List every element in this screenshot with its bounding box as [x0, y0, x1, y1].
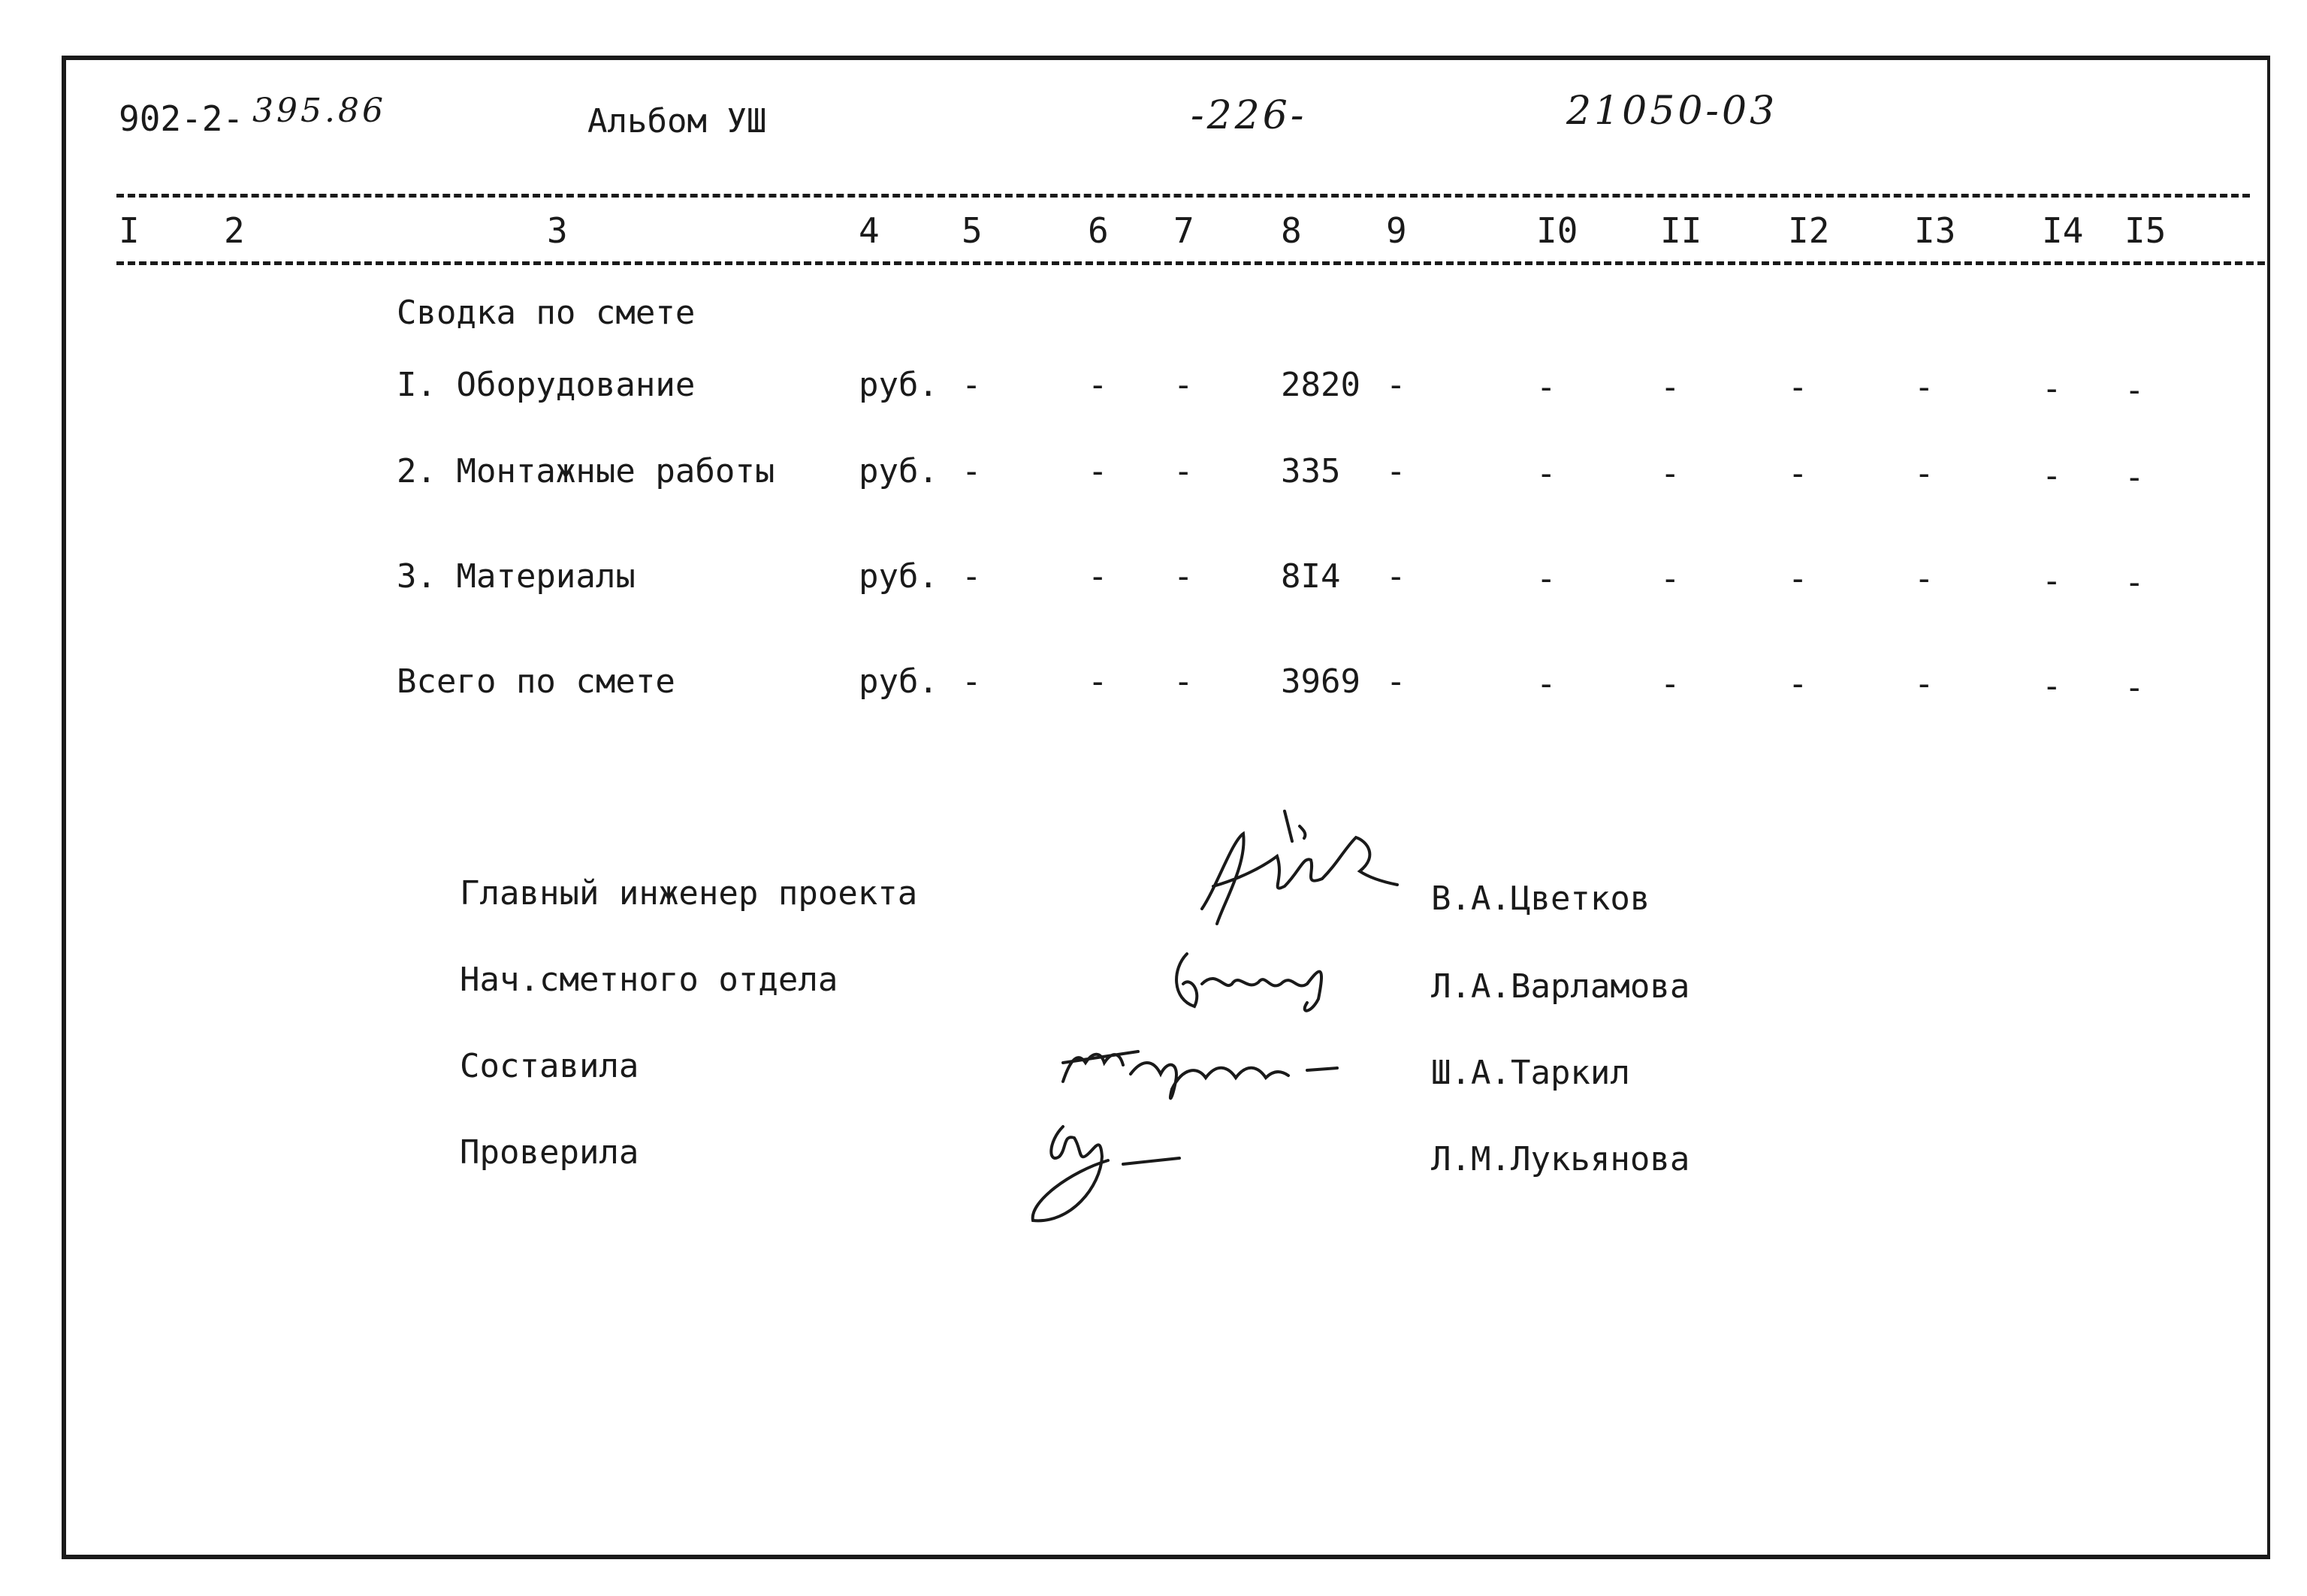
signer-name: Л.М.Лукьянова [1431, 1140, 1690, 1178]
signature-tsvetkov [1172, 796, 1420, 939]
cell-col11: - [1660, 665, 1680, 703]
cell-col5: - [962, 366, 982, 404]
row-label: Всего по смете [397, 662, 675, 701]
row-unit: руб. [859, 557, 938, 596]
cell-col13: - [1914, 454, 1934, 493]
cell-col5: - [962, 662, 982, 701]
cell-col12: - [1788, 368, 1808, 406]
signer-role: Проверила [460, 1133, 639, 1172]
cell-col11: - [1660, 454, 1680, 493]
row-label: I. Оборудование [397, 366, 696, 404]
signature-varlamova [1157, 939, 1345, 1029]
cell-col8: 335 [1281, 452, 1341, 490]
cell-col6: - [1088, 557, 1108, 596]
cell-col13: - [1914, 368, 1934, 406]
signature-lukyanova [1018, 1104, 1206, 1232]
cell-col12: - [1788, 560, 1808, 598]
col-num-10: I0 [1536, 210, 1578, 251]
cell-col12: - [1788, 454, 1808, 493]
cell-col5: - [962, 452, 982, 490]
cell-col10: - [1536, 368, 1557, 406]
row-unit: руб. [859, 366, 938, 404]
cell-col14: - [2042, 457, 2062, 495]
page-frame [62, 56, 2270, 1559]
col-num-12: I2 [1788, 210, 1830, 251]
doc-code-handwritten: 395.86 [252, 92, 386, 130]
row-unit: руб. [859, 662, 938, 701]
cell-col7: - [1173, 557, 1194, 596]
signer-name: В.А.Цветков [1431, 879, 1650, 918]
cell-col6: - [1088, 366, 1108, 404]
col-num-15: I5 [2124, 210, 2167, 251]
cell-col10: - [1536, 560, 1557, 598]
cell-col14: - [2042, 667, 2062, 705]
cell-col8: 3969 [1281, 662, 1360, 701]
header-rule-top [116, 194, 2250, 198]
cell-col7: - [1173, 662, 1194, 701]
cell-col14: - [2042, 562, 2062, 600]
cell-col13: - [1914, 560, 1934, 598]
doc-code-prefix: 902-2- [119, 98, 244, 139]
col-num-6: 6 [1088, 210, 1109, 251]
cell-col15: - [2124, 458, 2145, 496]
cell-col15: - [2124, 371, 2145, 409]
col-num-3: 3 [547, 210, 568, 251]
cell-col14: - [2042, 370, 2062, 408]
col-num-2: 2 [224, 210, 245, 251]
col-num-7: 7 [1173, 210, 1194, 251]
header-rule-bottom [116, 261, 2265, 265]
cell-col15: - [2124, 563, 2145, 602]
summary-title: Сводка по смете [397, 294, 696, 332]
signer-role: Составила [460, 1047, 639, 1085]
cell-col10: - [1536, 454, 1557, 493]
project-code: 21050-03 [1566, 89, 1778, 134]
col-num-1: I [119, 210, 140, 251]
cell-col9: - [1386, 557, 1406, 596]
cell-col9: - [1386, 366, 1406, 404]
cell-col5: - [962, 557, 982, 596]
col-num-11: II [1660, 210, 1702, 251]
cell-col9: - [1386, 452, 1406, 490]
cell-col13: - [1914, 665, 1934, 703]
cell-col7: - [1173, 452, 1194, 490]
signer-name: Ш.А.Таркил [1431, 1054, 1630, 1092]
signer-role: Главный инженер проекта [460, 874, 918, 913]
row-label: 3. Материалы [397, 557, 636, 596]
cell-col7: - [1173, 366, 1194, 404]
signer-name: Л.А.Варламова [1431, 967, 1690, 1006]
col-num-4: 4 [859, 210, 880, 251]
signer-role: Нач.сметного отдела [460, 961, 838, 999]
col-num-8: 8 [1281, 210, 1302, 251]
cell-col12: - [1788, 665, 1808, 703]
cell-col6: - [1088, 452, 1108, 490]
col-num-5: 5 [962, 210, 983, 251]
cell-col11: - [1660, 560, 1680, 598]
row-label: 2. Монтажные работы [397, 452, 775, 490]
signature-tarkil [1048, 1029, 1363, 1112]
cell-col8: 8I4 [1281, 557, 1341, 596]
page-number: -226- [1191, 93, 1307, 138]
cell-col10: - [1536, 665, 1557, 703]
cell-col15: - [2124, 668, 2145, 707]
cell-col8: 2820 [1281, 366, 1360, 404]
cell-col9: - [1386, 662, 1406, 701]
row-unit: руб. [859, 452, 938, 490]
col-num-14: I4 [2042, 210, 2084, 251]
cell-col11: - [1660, 368, 1680, 406]
col-num-13: I3 [1914, 210, 1956, 251]
album-label: Альбом УШ [587, 102, 767, 140]
col-num-9: 9 [1386, 210, 1407, 251]
cell-col6: - [1088, 662, 1108, 701]
